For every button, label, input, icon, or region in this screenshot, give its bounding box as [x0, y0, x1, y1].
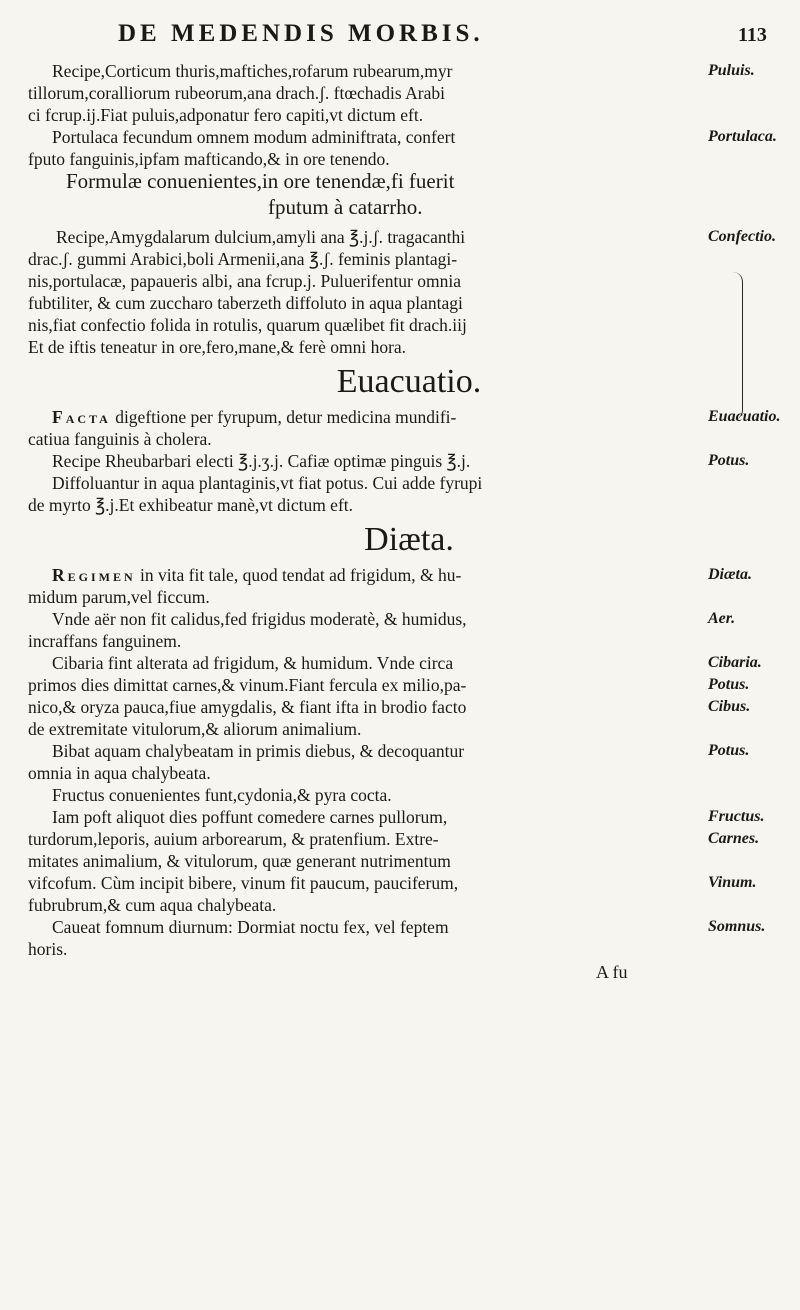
- text-line: [28, 82, 790, 104]
- line-text: fputo fanguinis,ipfam mafticando,& in ore tenendo.: [28, 149, 390, 169]
- marginal-note: Euacuatio.: [708, 408, 781, 425]
- line-text: Diffoluantur in aqua plantaginis,vt fiat potus. Cui adde fyrupi: [52, 473, 483, 493]
- line-text: incraffans fanguinem.: [28, 631, 182, 651]
- line-text: Cibaria fint alterata ad frigidum, & humidum. Vnde circa: [52, 653, 454, 673]
- running-title: DE MEDENDIS MORBIS.: [118, 20, 484, 47]
- line-text: mitates animalium, & vitulorum, quæ generant nutrimentum: [28, 851, 451, 871]
- text-line: [28, 428, 790, 450]
- line-text: fubtiliter, & cum zuccharo taberzeth diffoluto in aqua plantagi: [28, 293, 463, 313]
- line-text: Recipe Rheubarbari electi ℥.j.ʒ.j. Cafiæ optimæ pinguis ℥.j.: [52, 451, 471, 471]
- marginal-note: Potus.: [708, 742, 750, 759]
- line-text: Bibat aquam chalybeatam in primis diebus, & decoquantur: [52, 741, 465, 761]
- line-text: catiua fanguinis à cholera.: [28, 429, 212, 449]
- page-body: [28, 60, 790, 984]
- text-line: [28, 494, 790, 516]
- marginal-note: Portulaca.: [708, 128, 777, 145]
- line-text: primos dies dimittat carnes,& vinum.Fiant fercula ex milio,pa-: [28, 675, 467, 695]
- line-text: fputum à catarrho.: [268, 195, 423, 219]
- marginal-note: Cibaria.: [708, 654, 762, 671]
- text-line: [28, 740, 790, 762]
- line-text: [52, 564, 461, 586]
- text-line: [28, 916, 790, 938]
- line-text-rest: in vita fit tale, quod tendat ad frigidum, & hu-: [135, 565, 462, 585]
- text-line: [28, 314, 790, 336]
- marginal-note: Vinum.: [708, 874, 757, 891]
- text-line: [28, 630, 790, 652]
- text-line: [28, 718, 790, 740]
- text-line: [28, 828, 790, 850]
- text-line: [28, 126, 790, 148]
- text-line: [28, 806, 790, 828]
- text-line: [28, 248, 790, 270]
- line-text: de myrto ℥.j.Et exhibeatur manè,vt dictum eft.: [28, 495, 354, 515]
- text-line: [28, 226, 790, 248]
- line-text: horis.: [28, 939, 68, 959]
- line-text: drac.ʃ. gummi Arabici,boli Armenii,ana ℥.ʃ. feminis plantagi-: [28, 249, 458, 269]
- line-text-rest: digeftione per fyrupum, detur medicina mundifi-: [110, 407, 457, 427]
- text-line: [28, 586, 790, 608]
- line-text: [52, 406, 456, 428]
- text-line: [28, 564, 790, 586]
- text-line: [28, 406, 790, 428]
- line-text: omnia in aqua chalybeata.: [28, 763, 211, 783]
- line-text: Et de iftis teneatur in ore,fero,mane,& ferè omni hora.: [28, 337, 407, 357]
- marginal-note: Potus.: [708, 452, 750, 469]
- text-line: [28, 608, 790, 630]
- line-text: Recipe,Amygdalarum dulcium,amyli ana ℥.j.ʃ. tragacanthi: [56, 227, 466, 247]
- page-header: [0, 20, 800, 56]
- text-line: [28, 148, 790, 170]
- marginal-note: Cibus.: [708, 698, 751, 715]
- line-text: midum parum,vel ficcum.: [28, 587, 210, 607]
- marginal-note: Carnes.: [708, 830, 760, 847]
- section-heading: Euacuatio.: [336, 363, 482, 400]
- text-line: [28, 652, 790, 674]
- section-heading: Diæta.: [364, 521, 454, 558]
- line-text: fubrubrum,& cum aqua chalybeata.: [28, 895, 277, 915]
- page-number: 113: [738, 24, 767, 46]
- small-caps-lead: Facta: [52, 407, 111, 427]
- marginal-note: Puluis.: [708, 62, 755, 79]
- text-line: [28, 336, 790, 358]
- marginal-note: Confectio.: [708, 228, 776, 245]
- line-text: tillorum,coralliorum rubeorum,ana drach.ʃ. ftœchadis Arabi: [28, 83, 445, 103]
- text-line: [28, 450, 790, 472]
- text-line: [28, 104, 790, 126]
- margin-bracket: [728, 272, 743, 420]
- text-line: [28, 60, 790, 82]
- text-line: [28, 938, 790, 960]
- line-text: nis,portulacæ, papaueris albi, ana fcrup.j. Puluerifentur omnia: [28, 271, 461, 291]
- line-text: Vnde aër non fit calidus,fed frigidus moderatè, & humidus,: [52, 609, 467, 629]
- text-line: [28, 872, 790, 894]
- line-text: Fructus conuenientes funt,cydonia,& pyra cocta.: [52, 785, 392, 805]
- text-line: [28, 270, 790, 292]
- marginal-note: Potus.: [708, 676, 750, 693]
- marginal-note: Somnus.: [708, 918, 766, 935]
- line-text: nico,& oryza pauca,fiue amygdalis, & fiant ifta in brodio facto: [28, 697, 467, 717]
- small-caps-lead: Regimen: [52, 565, 136, 585]
- line-text: ci fcrup.ij.Fiat puluis,adponatur fero capiti,vt dictum eft.: [28, 105, 424, 125]
- text-line: [28, 674, 790, 696]
- line-text: Recipe,Corticum thuris,maftiches,rofarum rubearum,myr: [52, 61, 453, 81]
- marginal-note: Aer.: [708, 610, 736, 627]
- text-line: [28, 696, 790, 718]
- catchword: A fu: [596, 962, 628, 982]
- formula-title-line: [28, 196, 790, 222]
- line-text: de extremitate vitulorum,& aliorum animalium.: [28, 719, 362, 739]
- marginal-note: Fructus.: [708, 808, 765, 825]
- text-line: [28, 292, 790, 314]
- text-line: [28, 850, 790, 872]
- text-line: [28, 784, 790, 806]
- line-text: Iam poft aliquot dies poffunt comedere carnes pullorum,: [52, 807, 448, 827]
- line-text: Portulaca fecundum omnem modum adminiftrata, confert: [52, 127, 456, 147]
- catchword-line: [28, 960, 790, 984]
- text-line: [28, 472, 790, 494]
- line-text: nis,fiat confectio folida in rotulis, quarum quælibet fit drach.iij: [28, 315, 467, 335]
- text-line: [28, 762, 790, 784]
- line-text: vifcofum. Cùm incipit bibere, vinum fit paucum, pauciferum,: [28, 873, 459, 893]
- formula-title-line: [28, 170, 790, 196]
- line-text: Caueat fomnum diurnum: Dormiat noctu fex, vel feptem: [52, 917, 449, 937]
- line-text: Formulæ conuenientes,in ore tenendæ,fi fuerit: [66, 169, 455, 193]
- text-line: [28, 894, 790, 916]
- line-text: turdorum,leporis, auium arborearum, & pratenfium. Extre-: [28, 829, 439, 849]
- marginal-note: Diæta.: [708, 566, 752, 583]
